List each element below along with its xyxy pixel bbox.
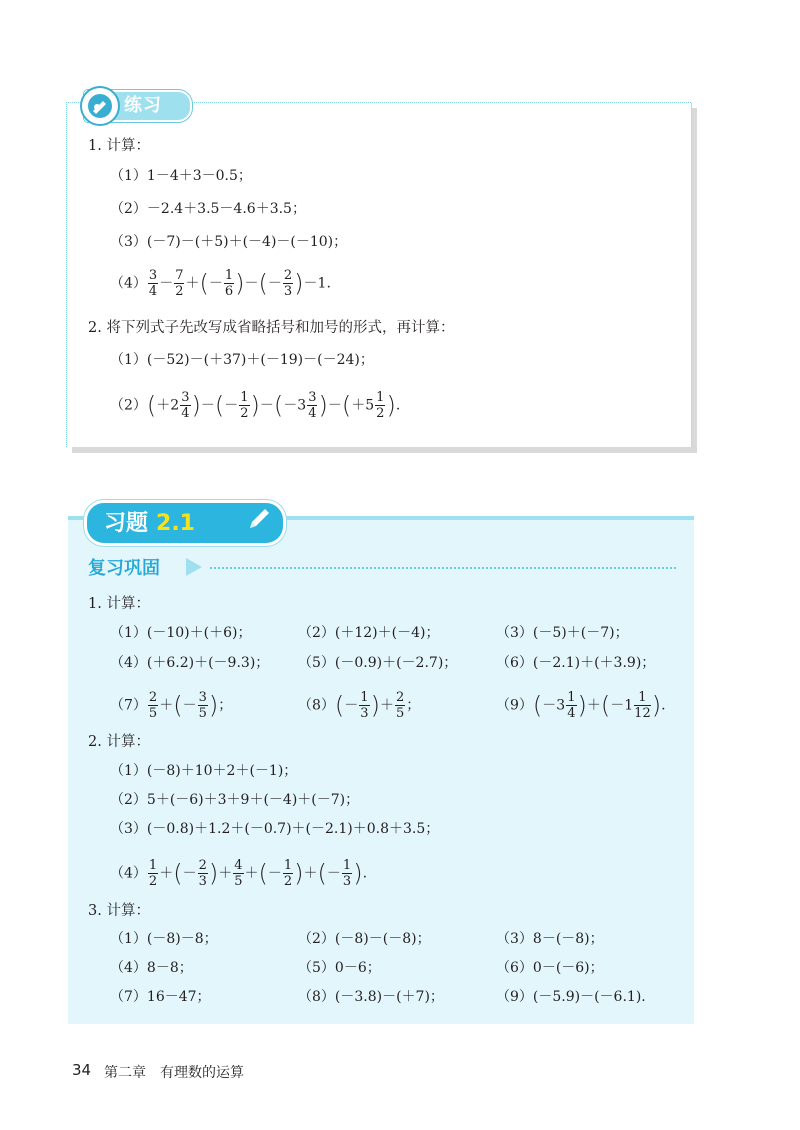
exercise-q3-item9: （9）(－5.9)－(－6.1). xyxy=(496,989,646,1005)
fraction: $\frac{3}{4}$ xyxy=(181,390,190,421)
exercise-q2-item4: （4） $\frac{1}{2}$ ＋(－ $\frac{2}{3}$ )＋ $\frac{4}{5}$ ＋(－ $\frac{1}{2}$ )＋(－ $\frac{1}{3}$ ). xyxy=(110,858,368,889)
pencil-icon xyxy=(244,504,274,538)
parenthesis: ) xyxy=(370,691,380,720)
exercise-q3-item1: （1）(－8)－8； xyxy=(110,931,218,947)
exercise-q1-item3: （3）(－5)＋(－7)； xyxy=(496,625,629,641)
fraction: $\frac{1}{6}$ xyxy=(224,268,234,299)
fraction: $\frac{2}{3}$ xyxy=(198,858,207,889)
fraction: $\frac{1}{3}$ xyxy=(360,690,369,721)
exercise-q1-label: 1. 计算： xyxy=(88,596,150,612)
exercise-q2-label: 2. 计算： xyxy=(88,734,150,750)
parenthesis: ( xyxy=(273,391,284,420)
parenthesis: ( xyxy=(146,391,157,420)
fraction: $\frac{1}{3}$ xyxy=(342,858,352,889)
practice-title: 练习 xyxy=(124,95,162,116)
parenthesis: ) xyxy=(250,391,260,420)
review-section-title: 复习巩固 xyxy=(88,558,160,579)
exercise-q2-item2: （2）5＋(－6)＋3＋9＋(－4)＋(－7)； xyxy=(110,792,360,808)
exercise-q3-item5: （5）0－6； xyxy=(298,960,381,976)
parenthesis: ( xyxy=(214,391,225,420)
fraction: $\frac{1}{2}$ xyxy=(240,390,249,421)
practice-q2-item2: （2）(＋2 $\frac{3}{4}$ )－(－ $\frac{1}{2}$ )－(－3 $\frac{3}{4}$ )－(＋5 $\frac{1}{2}$ ). xyxy=(110,390,401,421)
exercise-q1-item9: （9）(－3 $\frac{1}{4}$ )＋(－1 $\frac{1}{12}$ ). xyxy=(496,690,666,721)
exercise-q3-item8: （8）(－3.8)－(＋7)； xyxy=(298,989,444,1005)
arrow-icon xyxy=(186,558,202,576)
parenthesis: ( xyxy=(600,691,611,720)
fraction: $\frac{1}{2}$ xyxy=(148,858,158,889)
parenthesis: ) xyxy=(208,859,219,888)
fraction: $\frac{2}{5}$ xyxy=(395,690,405,721)
practice-q1-label: 1. 计算： xyxy=(88,138,150,154)
parenthesis: ( xyxy=(173,859,183,888)
parenthesis: ( xyxy=(258,269,268,298)
exercise-q1-item8: （8）(－ $\frac{1}{3}$ )＋ $\frac{2}{5}$ ； xyxy=(298,690,421,721)
practice-pencil-icon xyxy=(80,86,120,126)
dotted-divider xyxy=(210,567,676,569)
practice-q1-item1: （1）1－4＋3－0.5； xyxy=(110,168,252,184)
practice-q1-item2: （2）－2.4＋3.5－4.6＋3.5； xyxy=(110,201,306,217)
exercise-q1-item6: （6）(－2.1)＋(＋3.9)； xyxy=(496,655,656,671)
parenthesis: ( xyxy=(199,269,209,298)
exercise-q3-item3: （3）8－(－8)； xyxy=(496,931,604,947)
fraction: $\frac{4}{5}$ xyxy=(234,858,243,889)
exercise-title-text: 习题 xyxy=(104,511,149,536)
parenthesis: ) xyxy=(318,391,328,420)
parenthesis: ) xyxy=(294,269,304,298)
fraction: $\frac{1}{2}$ xyxy=(283,858,293,889)
exercise-title xyxy=(104,506,195,537)
fraction: $\frac{3}{4}$ xyxy=(308,390,317,421)
fraction: $\frac{3}{5}$ xyxy=(198,690,207,721)
practice-q1-item3: （3）(－7)－(＋5)＋(－4)－(－10)； xyxy=(110,234,348,250)
fraction: $\frac{2}{3}$ xyxy=(283,268,293,299)
parenthesis: ) xyxy=(208,691,219,720)
exercise-q3-item6: （6）0－(－6)； xyxy=(496,960,604,976)
fraction: $\frac{2}{5}$ xyxy=(148,690,158,721)
parenthesis: ( xyxy=(173,691,183,720)
parenthesis: ) xyxy=(294,859,304,888)
practice-q2-label: 2. 将下列式子先改写成省略括号和加号的形式，再计算： xyxy=(88,320,455,336)
practice-q2-item1: （1）(－52)－(＋37)＋(－19)－(－24)； xyxy=(110,352,374,368)
parenthesis: ) xyxy=(651,691,662,720)
exercise-q1-item5: （5）(－0.9)＋(－2.7)； xyxy=(298,655,458,671)
exercise-q3-item7: （7）16－47； xyxy=(110,989,211,1005)
parenthesis: ( xyxy=(341,391,352,420)
exercise-q1-item1: （1）(－10)＋(＋6)； xyxy=(110,625,252,641)
parenthesis: ( xyxy=(334,691,345,720)
page-number: 34 xyxy=(72,1061,92,1079)
exercise-q1-item4: （4）(＋6.2)＋(－9.3)； xyxy=(110,655,270,671)
parenthesis: ) xyxy=(235,269,245,298)
parenthesis: ) xyxy=(386,391,396,420)
fraction: $\frac{3}{4}$ xyxy=(148,268,158,299)
parenthesis: ( xyxy=(317,859,327,888)
exercise-q3-item4: （4）8－8； xyxy=(110,960,193,976)
practice-q1-item4: （4） $\frac{3}{4}$ － $\frac{7}{2}$ ＋(－ $\frac{1}{6}$ )－(－ $\frac{2}{3}$ )－1. xyxy=(110,268,331,299)
fraction: $\frac{1}{12}$ xyxy=(634,690,651,721)
exercise-number: 2.1 xyxy=(156,511,195,536)
parenthesis: ) xyxy=(577,691,587,720)
chapter-title: 第二章 有理数的运算 xyxy=(104,1065,244,1081)
exercise-q1-item7: （7） $\frac{2}{5}$ ＋(－ $\frac{3}{5}$ )； xyxy=(110,690,233,721)
exercise-q1-item2: （2）(＋12)＋(－4)； xyxy=(298,625,440,641)
fraction: $\frac{1}{2}$ xyxy=(376,390,385,421)
fraction: $\frac{1}{4}$ xyxy=(567,690,576,721)
parenthesis: ( xyxy=(532,691,543,720)
exercise-q3-item2: （2）(－8)－(－8)； xyxy=(298,931,431,947)
parenthesis: ) xyxy=(353,859,363,888)
exercise-q2-item1: （1）(－8)＋10＋2＋(－1)； xyxy=(110,763,298,779)
fraction: $\frac{7}{2}$ xyxy=(175,268,184,299)
exercise-q2-item3: （3）(－0.8)＋1.2＋(－0.7)＋(－2.1)＋0.8＋3.5； xyxy=(110,821,440,837)
parenthesis: ( xyxy=(258,859,268,888)
parenthesis: ) xyxy=(191,391,201,420)
exercise-q3-label: 3. 计算： xyxy=(88,903,150,919)
